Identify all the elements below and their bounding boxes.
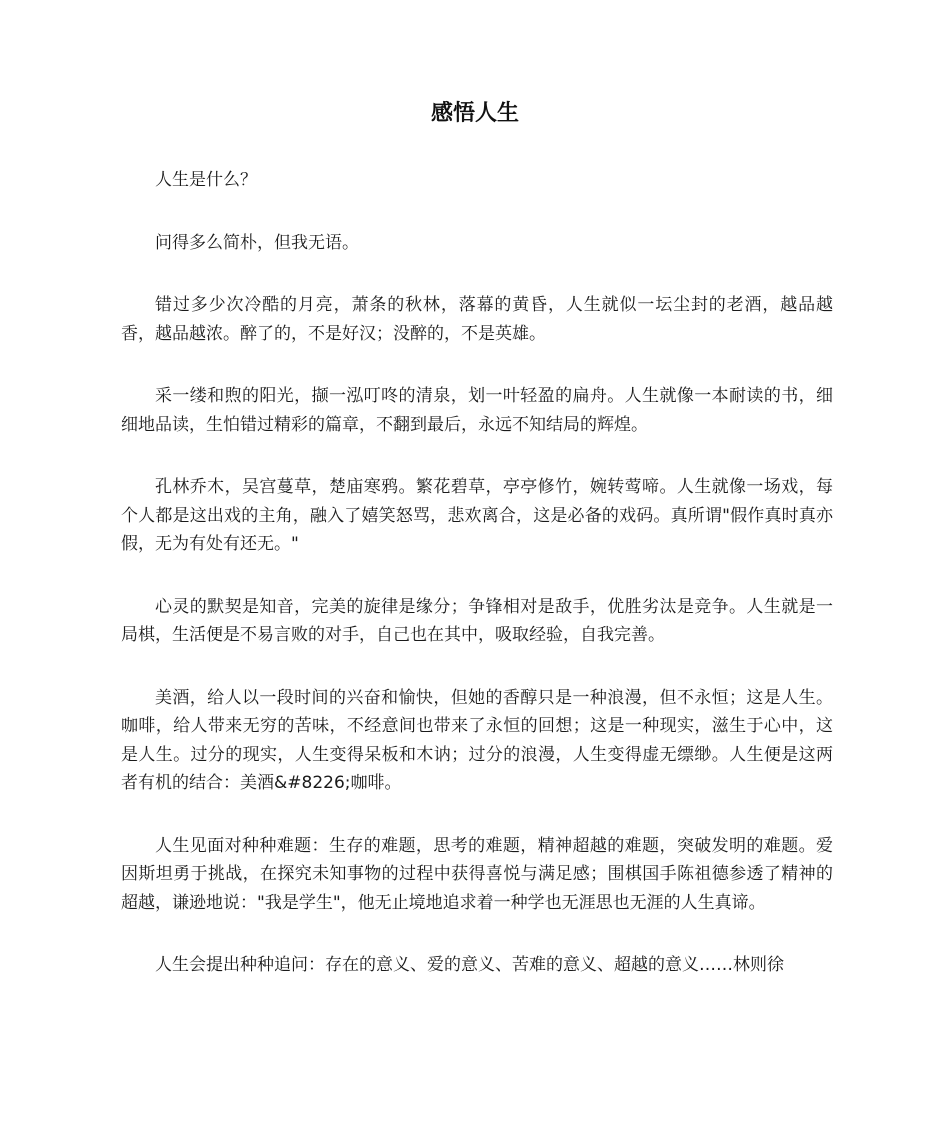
- paragraph-1: 人生是什么？: [155, 170, 257, 190]
- paragraph-6: 心灵的默契是知音，完美的旋律是缘分；争锋相对是敌手，优胜劣汰是竞争。人生就是一局棋，生活便是不易言败的对手，自己也在其中，吸取经验，自我完善。: [121, 596, 833, 645]
- page-title: 感悟人生: [430, 101, 519, 126]
- paragraph-9: 人生会提出种种追问：存在的意义、爱的意义、苦难的意义、超越的意义……林则徐: [155, 955, 784, 975]
- paragraph-4: 采一缕和煦的阳光，撷一泓叮咚的清泉，划一叶轻盈的扁舟。人生就像一本耐读的书，细细地品读，生怕错过精彩的篇章，不翻到最后，永远不知结局的辉煌。: [121, 386, 833, 435]
- paragraph-3: 错过多少次冷酷的月亮，萧条的秋林，落幕的黄昏，人生就似一坛尘封的老酒，越品越香，越品越浓。醉了的，不是好汉；没醉的，不是英雄。: [121, 295, 833, 344]
- paragraph-8: 人生见面对种种难题：生存的难题，思考的难题，精神超越的难题，突破发明的难题。爱因斯坦勇于挑战，在探究未知事物的过程中获得喜悦与满足感；围棋国手陈祖德参透了精神的超越，谦逊地说："我是学生"，他无止境地追求着一种学也无涯思也无涯的人生真谛。: [121, 835, 833, 913]
- paragraph-2: 问得多么简朴，但我无语。: [155, 232, 359, 253]
- paragraph-7: 美酒，给人以一段时间的兴奋和愉快，但她的香醇只是一种浪漫，但不永恒；这是人生。咖啡，给人带来无穷的苦味，不经意间也带来了永恒的回想；这是一种现实，滋生于心中，这是人生。过分的现实，人生变得呆板和木讷；过分的浪漫，人生变得虚无缥缈。人生便是这两者有机的结合：美酒&#8226;咖啡。: [121, 687, 833, 793]
- paragraph-5: 孔林乔木，吴宫蔓草，楚庙寒鸦。繁花碧草，亭亭修竹，婉转莺啼。人生就像一场戏，每个人都是这出戏的主角，融入了嬉笑怒骂，悲欢离合，这是必备的戏码。真所谓"假作真时真亦假，无为有处有还无。": [121, 477, 833, 554]
- article-body: [121, 166, 833, 1014]
